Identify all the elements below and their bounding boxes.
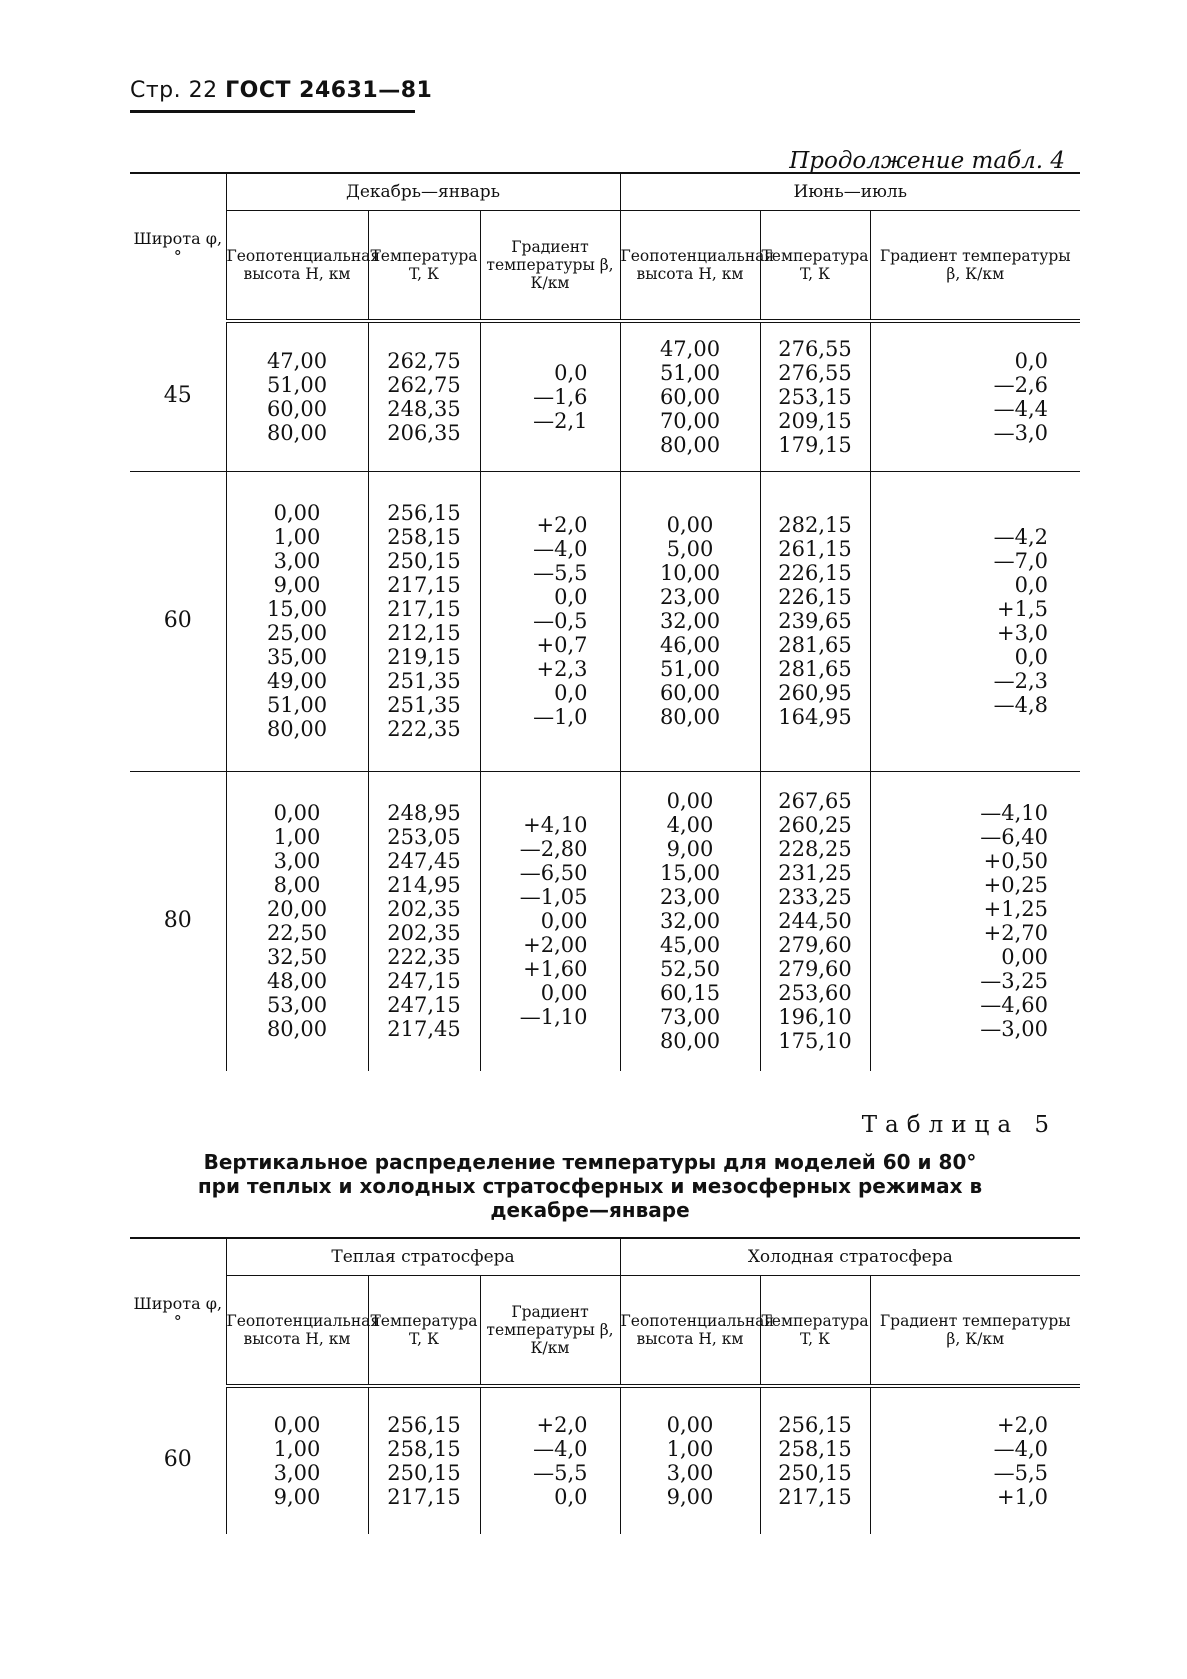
cell-value: —6,40 — [980, 825, 1048, 850]
cell-value: 8,00 — [273, 873, 321, 898]
cell-value: —3,25 — [980, 969, 1048, 994]
cell-value: 80,00 — [266, 717, 328, 741]
cell-value: 0,0 — [554, 360, 588, 385]
cell-value: —4,0 — [993, 1437, 1049, 1461]
cell-value: 206,35 — [387, 420, 461, 445]
cell-value: +1,60 — [523, 957, 588, 982]
cell-value: 32,50 — [266, 945, 328, 970]
gradient-cell — [870, 1386, 1080, 1534]
cell-value: 179,15 — [778, 432, 852, 457]
temperature-cell — [760, 1386, 870, 1534]
cell-value: 0,0 — [554, 1485, 588, 1509]
cell-value: 60,15 — [659, 981, 721, 1006]
latitude-header: Широта φ, ° — [130, 1238, 226, 1386]
cell-value: 32,00 — [659, 909, 721, 934]
cell-value: 73,00 — [659, 1005, 721, 1030]
cell-value: 212,15 — [387, 621, 461, 645]
cell-value: 25,00 — [266, 621, 328, 645]
cell-value: —1,6 — [533, 384, 588, 409]
cell-value: 22,50 — [266, 921, 328, 946]
cell-value: 267,65 — [778, 789, 852, 814]
cell-value: 20,00 — [266, 897, 328, 922]
cell-value: 9,00 — [273, 1485, 321, 1509]
cell-value: 23,00 — [659, 585, 721, 609]
gradient-cell — [480, 1386, 620, 1534]
cell-value: 262,75 — [387, 372, 461, 397]
cell-value: +0,50 — [983, 849, 1048, 874]
cell-value: 70,00 — [659, 408, 721, 433]
cell-value: 10,00 — [659, 561, 721, 585]
cell-value: 202,35 — [387, 897, 461, 922]
cell-value: 80,00 — [266, 1017, 328, 1042]
cell-value: 256,15 — [778, 1413, 852, 1437]
cell-value: 0,00 — [540, 909, 588, 934]
table-row — [130, 471, 1080, 771]
cell-value: 217,15 — [778, 1485, 852, 1509]
cell-value: 253,60 — [778, 981, 852, 1006]
cell-value: 53,00 — [266, 993, 328, 1018]
cell-value: 35,00 — [266, 645, 328, 669]
column-header-temperature: Температура T, К — [368, 211, 480, 322]
header-rule — [130, 110, 415, 113]
cell-value: 217,15 — [387, 573, 461, 597]
cell-value: 0,0 — [554, 681, 588, 705]
cell-value: 46,00 — [659, 633, 721, 657]
cell-value: 209,15 — [778, 408, 852, 433]
cell-value: —0,5 — [533, 609, 588, 633]
cell-value: 250,15 — [778, 1461, 852, 1485]
height-cell — [226, 471, 368, 771]
height-cell — [226, 1386, 368, 1534]
gradient-cell — [870, 471, 1080, 771]
cell-value: 248,35 — [387, 396, 461, 421]
cell-value: 253,15 — [778, 384, 852, 409]
group-header-cold: Холодная стратосфера — [620, 1238, 1080, 1276]
cell-value: 247,15 — [387, 969, 461, 994]
cell-value: 247,45 — [387, 849, 461, 874]
cell-value: +0,7 — [536, 633, 588, 657]
cell-value: 0,00 — [666, 789, 714, 814]
table-4 — [130, 172, 1080, 1071]
cell-value: 80,00 — [659, 705, 721, 729]
cell-value: 233,25 — [778, 885, 852, 910]
cell-value: 1,00 — [273, 825, 321, 850]
height-cell — [226, 771, 368, 1071]
cell-value: 248,95 — [387, 801, 461, 826]
cell-value: 3,00 — [273, 849, 321, 874]
latitude-cell: 60 — [130, 1386, 226, 1534]
cell-value: 222,35 — [387, 945, 461, 970]
table-5 — [130, 1237, 1080, 1534]
group-header-jun-jul: Июнь—июль — [620, 173, 1080, 211]
cell-value: 226,15 — [778, 585, 852, 609]
cell-value: 51,00 — [659, 360, 721, 385]
cell-value: +0,25 — [983, 873, 1048, 898]
table-5-caption: Таблица 5 — [861, 1112, 1057, 1138]
column-header-height: Геопотенциальная высота H, км — [620, 1276, 760, 1387]
temperature-cell — [760, 771, 870, 1071]
cell-value: 47,00 — [266, 348, 328, 373]
cell-value: —2,6 — [993, 372, 1048, 397]
cell-value: 250,15 — [387, 1461, 461, 1485]
cell-value: +1,5 — [997, 597, 1048, 621]
cell-value: +3,0 — [997, 621, 1048, 645]
cell-value: 51,00 — [266, 372, 328, 397]
cell-value: 3,00 — [273, 1461, 321, 1485]
cell-value: 214,95 — [387, 873, 461, 898]
cell-value: 279,60 — [778, 957, 852, 982]
cell-value: —1,0 — [533, 705, 588, 729]
latitude-header: Широта φ, ° — [130, 173, 226, 321]
cell-value: 196,10 — [778, 1005, 852, 1030]
cell-value: 0,00 — [1001, 945, 1048, 970]
cell-value: 9,00 — [666, 837, 714, 862]
cell-value: 0,0 — [1014, 348, 1048, 373]
cell-value: 1,00 — [273, 1437, 321, 1461]
cell-value: +2,00 — [523, 933, 588, 958]
cell-value: 281,65 — [778, 633, 852, 657]
cell-value: 260,25 — [778, 813, 852, 838]
table-row — [130, 1386, 1080, 1534]
cell-value: 239,65 — [778, 609, 852, 633]
cell-value: —1,10 — [519, 1005, 588, 1030]
cell-value: 3,00 — [666, 1461, 714, 1485]
cell-value: 60,00 — [659, 384, 721, 409]
cell-value: 219,15 — [387, 645, 461, 669]
cell-value: 80,00 — [659, 1029, 721, 1054]
cell-value: 15,00 — [659, 861, 721, 886]
table-row — [130, 321, 1080, 471]
cell-value: 0,00 — [540, 981, 588, 1006]
temperature-cell — [760, 321, 870, 471]
cell-value: 80,00 — [266, 420, 328, 445]
cell-value: 258,15 — [387, 525, 461, 549]
cell-value: 80,00 — [659, 432, 721, 457]
cell-value: 261,15 — [778, 537, 852, 561]
latitude-cell: 80 — [130, 771, 226, 1071]
column-header-height: Геопотенциальная высота H, км — [226, 211, 368, 322]
cell-value: 0,0 — [1014, 573, 1048, 597]
cell-value: —5,5 — [533, 561, 588, 585]
temperature-cell — [368, 321, 480, 471]
cell-value: 9,00 — [666, 1485, 714, 1509]
cell-value: 256,15 — [387, 1413, 461, 1437]
cell-value: 175,10 — [778, 1029, 852, 1054]
gradient-cell — [480, 321, 620, 471]
cell-value: +2,0 — [536, 1413, 588, 1437]
cell-value: 23,00 — [659, 885, 721, 910]
cell-value: 222,35 — [387, 717, 461, 741]
temperature-cell — [368, 771, 480, 1071]
cell-value: —4,60 — [980, 993, 1048, 1018]
cell-value: 52,50 — [659, 957, 721, 982]
cell-value: 244,50 — [778, 909, 852, 934]
cell-value: —2,80 — [519, 837, 588, 862]
cell-value: 279,60 — [778, 933, 852, 958]
cell-value: 251,35 — [387, 669, 461, 693]
gradient-cell — [870, 771, 1080, 1071]
cell-value: 0,00 — [666, 1413, 714, 1437]
cell-value: —4,0 — [533, 1437, 588, 1461]
cell-value: 276,55 — [778, 360, 852, 385]
page-header — [130, 78, 432, 103]
cell-value: 256,15 — [387, 501, 461, 525]
cell-value: 247,15 — [387, 993, 461, 1018]
cell-value: 32,00 — [659, 609, 721, 633]
cell-value: 60,00 — [266, 396, 328, 421]
cell-value: —4,8 — [993, 693, 1048, 717]
cell-value: 49,00 — [266, 669, 328, 693]
latitude-cell: 60 — [130, 471, 226, 771]
cell-value: 48,00 — [266, 969, 328, 994]
cell-value: —3,0 — [993, 420, 1048, 445]
height-cell — [620, 1386, 760, 1534]
cell-value: +2,0 — [536, 513, 588, 537]
cell-value: —2,1 — [533, 408, 588, 433]
column-header-temperature: Температура T, К — [760, 211, 870, 322]
cell-value: —1,05 — [519, 885, 588, 910]
cell-value: —4,4 — [993, 396, 1048, 421]
gradient-cell — [870, 321, 1080, 471]
page-number: Стр. 22 — [130, 78, 218, 103]
cell-value: 282,15 — [778, 513, 852, 537]
cell-value: 15,00 — [266, 597, 328, 621]
column-header-temperature: Температура T, К — [368, 1276, 480, 1387]
temperature-cell — [760, 471, 870, 771]
table-5-title: Вертикальное распределение температуры для моделей 60 и 80° при теплых и холодных стратосферных и мезосферных режимах в декабре—январе — [197, 1150, 983, 1222]
cell-value: 281,65 — [778, 657, 852, 681]
cell-value: +4,10 — [523, 813, 588, 838]
cell-value: 0,00 — [273, 501, 321, 525]
cell-value: 231,25 — [778, 861, 852, 886]
cell-value: 0,0 — [1014, 645, 1048, 669]
cell-value: 217,45 — [387, 1017, 461, 1042]
cell-value: 228,25 — [778, 837, 852, 862]
gradient-cell — [480, 771, 620, 1071]
cell-value: —5,5 — [533, 1461, 588, 1485]
cell-value: +1,0 — [997, 1485, 1049, 1509]
cell-value: 260,95 — [778, 681, 852, 705]
table-row — [130, 771, 1080, 1071]
column-header-gradient: Градиент температуры β, К/км — [480, 211, 620, 322]
cell-value: 217,15 — [387, 597, 461, 621]
cell-value: 0,00 — [666, 513, 714, 537]
cell-value: 0,00 — [273, 1413, 321, 1437]
cell-value: 262,75 — [387, 348, 461, 373]
cell-value: —3,00 — [980, 1017, 1048, 1042]
cell-value: 258,15 — [778, 1437, 852, 1461]
cell-value: +1,25 — [983, 897, 1048, 922]
cell-value: 4,00 — [666, 813, 714, 838]
column-header-gradient: Градиент температуры β, К/км — [870, 1276, 1080, 1387]
column-header-gradient: Градиент температуры β, К/км — [480, 1276, 620, 1387]
group-header-warm: Теплая стратосфера — [226, 1238, 620, 1276]
cell-value: 45,00 — [659, 933, 721, 958]
column-header-height: Геопотенциальная высота H, км — [226, 1276, 368, 1387]
height-cell — [620, 321, 760, 471]
group-header-dec-jan: Декабрь—январь — [226, 173, 620, 211]
cell-value: —4,0 — [533, 537, 588, 561]
temperature-cell — [368, 1386, 480, 1534]
cell-value: 0,0 — [554, 585, 588, 609]
cell-value: +2,0 — [997, 1413, 1049, 1437]
height-cell — [620, 471, 760, 771]
cell-value: 217,15 — [387, 1485, 461, 1509]
cell-value: 51,00 — [266, 693, 328, 717]
cell-value: 258,15 — [387, 1437, 461, 1461]
cell-value: 9,00 — [273, 573, 321, 597]
cell-value: 202,35 — [387, 921, 461, 946]
cell-value: 251,35 — [387, 693, 461, 717]
column-header-gradient: Градиент температуры β, К/км — [870, 211, 1080, 322]
gradient-cell — [480, 471, 620, 771]
cell-value: —2,3 — [993, 669, 1048, 693]
height-cell — [226, 321, 368, 471]
cell-value: 1,00 — [273, 525, 321, 549]
cell-value: —4,10 — [980, 801, 1048, 826]
cell-value: 60,00 — [659, 681, 721, 705]
cell-value: —7,0 — [993, 549, 1048, 573]
cell-value: +2,70 — [983, 921, 1048, 946]
cell-value: —6,50 — [519, 861, 588, 886]
continuation-label: Продолжение табл. 4 — [789, 148, 1065, 174]
cell-value: 226,15 — [778, 561, 852, 585]
cell-value: 0,00 — [273, 801, 321, 826]
height-cell — [620, 771, 760, 1071]
cell-value: 47,00 — [659, 336, 721, 361]
cell-value: 1,00 — [666, 1437, 714, 1461]
cell-value: —5,5 — [993, 1461, 1049, 1485]
latitude-cell: 45 — [130, 321, 226, 471]
cell-value: —4,2 — [993, 525, 1048, 549]
cell-value: 253,05 — [387, 825, 461, 850]
cell-value: 250,15 — [387, 549, 461, 573]
temperature-cell — [368, 471, 480, 771]
cell-value: 3,00 — [273, 549, 321, 573]
column-header-temperature: Температура T, К — [760, 1276, 870, 1387]
cell-value: 5,00 — [666, 537, 714, 561]
cell-value: 164,95 — [778, 705, 852, 729]
cell-value: 276,55 — [778, 336, 852, 361]
cell-value: +2,3 — [536, 657, 588, 681]
standard-number: ГОСТ 24631—81 — [225, 78, 433, 103]
column-header-height: Геопотенциальная высота H, км — [620, 211, 760, 322]
cell-value: 51,00 — [659, 657, 721, 681]
